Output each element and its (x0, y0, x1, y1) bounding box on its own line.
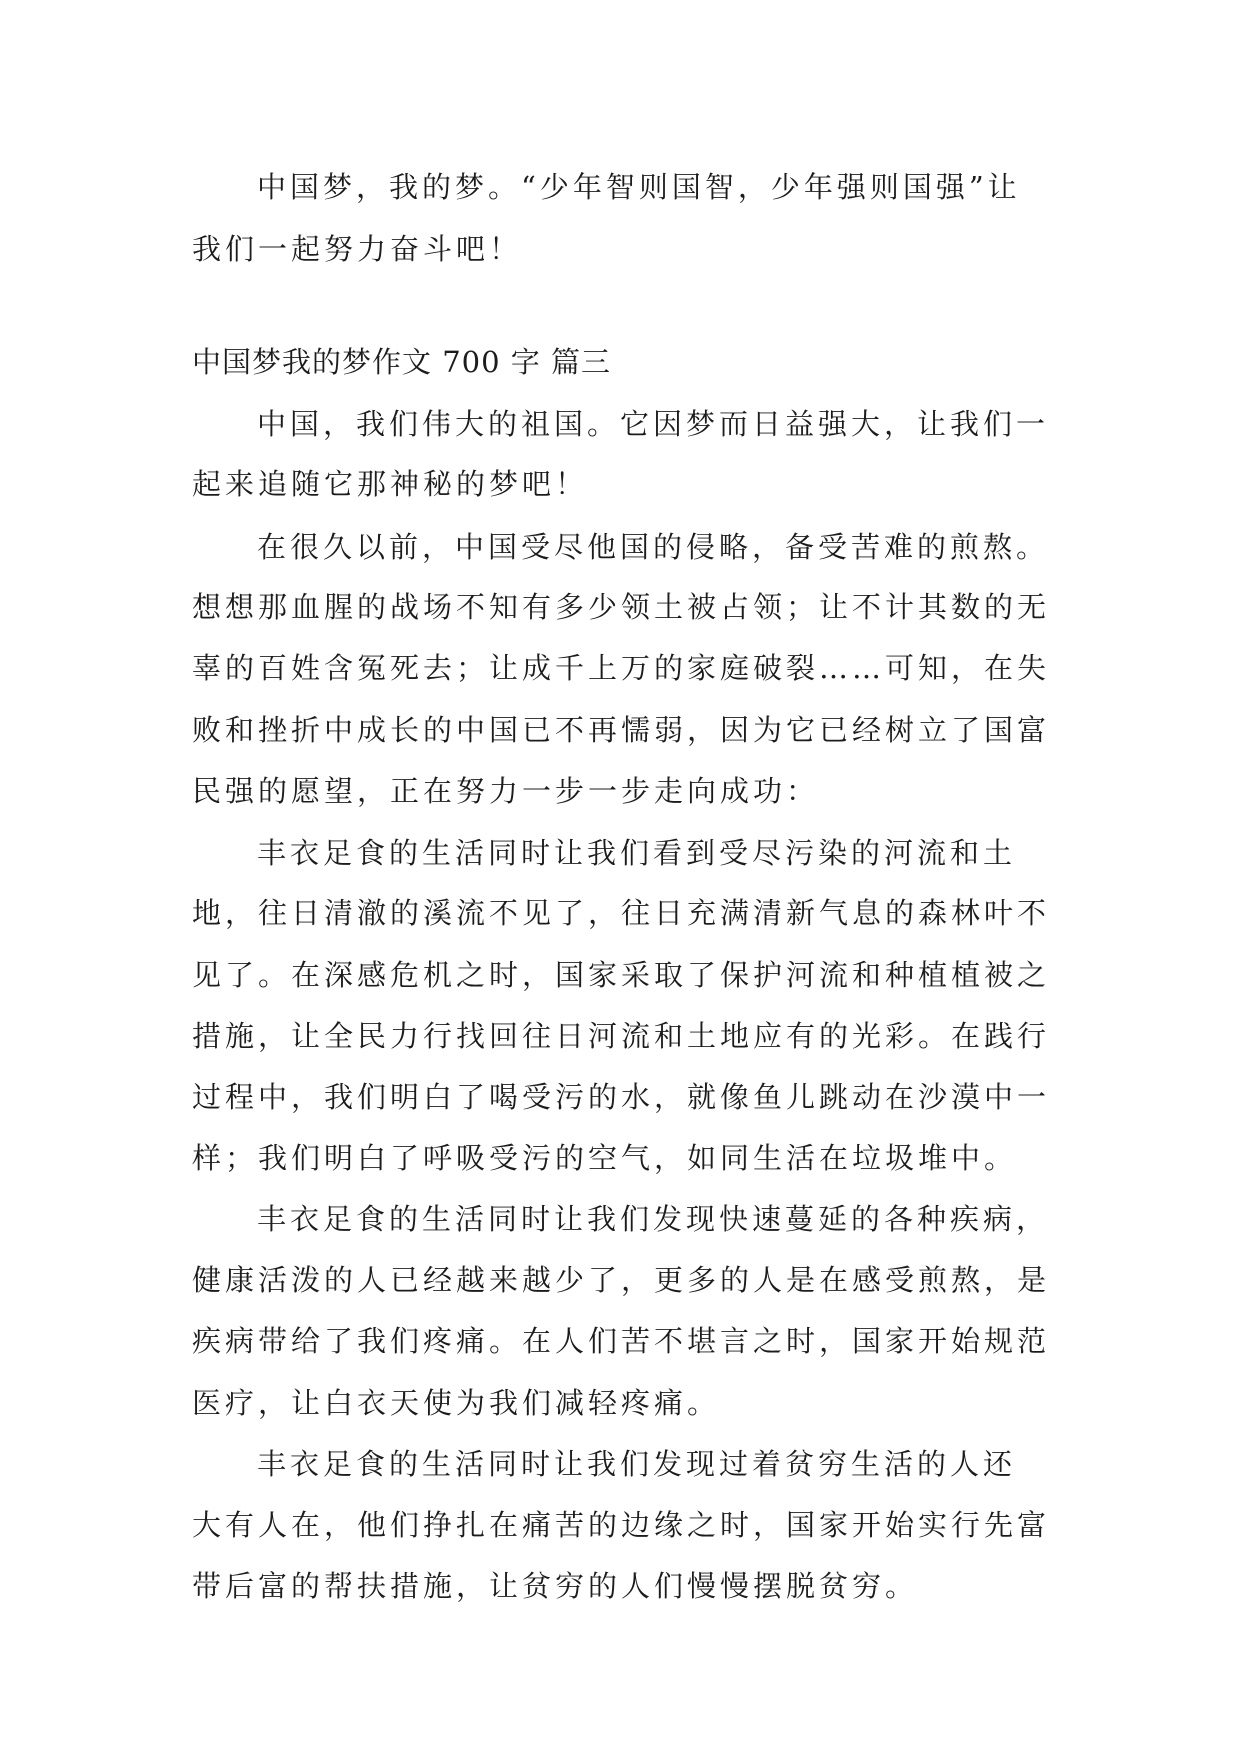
paragraph-line: 中国，我们伟大的祖国。它因梦而日益强大，让我们一 (257, 407, 1050, 441)
paragraph-line: 丰衣足食的生活同时让我们发现过着贫穷生活的人还 (257, 1447, 1017, 1481)
paragraph-line: 丰衣足食的生活同时让我们发现快速蔓延的各种疾病， (257, 1202, 1050, 1236)
section-heading: 中国梦我的梦作文 700 字 篇三 (192, 345, 612, 379)
paragraph-line: 民强的愿望，正在努力一步一步走向成功： (192, 774, 820, 808)
paragraph-line: 地，往日清澈的溪流不见了，往日充满清新气息的森林叶不 (192, 896, 1051, 930)
paragraph-line: 健康活泼的人已经越来越少了，更多的人是在感受煎熬，是 (192, 1263, 1051, 1297)
paragraph-line: 措施，让全民力行找回往日河流和土地应有的光彩。在践行 (192, 1019, 1051, 1053)
paragraph-line: 过程中，我们明白了喝受污的水，就像鱼儿跳动在沙漠中一 (192, 1080, 1051, 1114)
paragraph-line: 中国梦，我的梦。“少年智则国智，少年强则国强”让 (257, 170, 1021, 204)
paragraph-line: 大有人在，他们挣扎在痛苦的边缘之时，国家开始实行先富 (192, 1508, 1051, 1542)
paragraph-line: 辜的百姓含冤死去；让成千上万的家庭破裂……可知，在失 (192, 651, 1051, 685)
paragraph-line: 败和挫折中成长的中国已不再懦弱，因为它已经树立了国富 (192, 713, 1051, 747)
paragraph-line: 我们一起努力奋斗吧！ (192, 232, 523, 266)
paragraph-line: 起来追随它那神秘的梦吧！ (192, 467, 589, 501)
paragraph-line: 疾病带给了我们疼痛。在人们苦不堪言之时，国家开始规范 (192, 1324, 1051, 1358)
paragraph-line: 丰衣足食的生活同时让我们看到受尽污染的河流和土 (257, 836, 1017, 870)
paragraph-line: 想想那血腥的战场不知有多少领土被占领；让不计其数的无 (192, 590, 1051, 624)
paragraph-line: 带后富的帮扶措施，让贫穷的人们慢慢摆脱贫穷。 (192, 1569, 919, 1603)
paragraph-line: 样；我们明白了呼吸受污的空气，如同生活在垃圾堆中。 (192, 1141, 1018, 1175)
paragraph-line: 在很久以前，中国受尽他国的侵略，备受苦难的煎熬。 (257, 530, 1050, 564)
paragraph-line: 医疗，让白衣天使为我们减轻疼痛。 (192, 1386, 721, 1420)
paragraph-line: 见了。在深感危机之时，国家采取了保护河流和种植植被之 (192, 958, 1051, 992)
